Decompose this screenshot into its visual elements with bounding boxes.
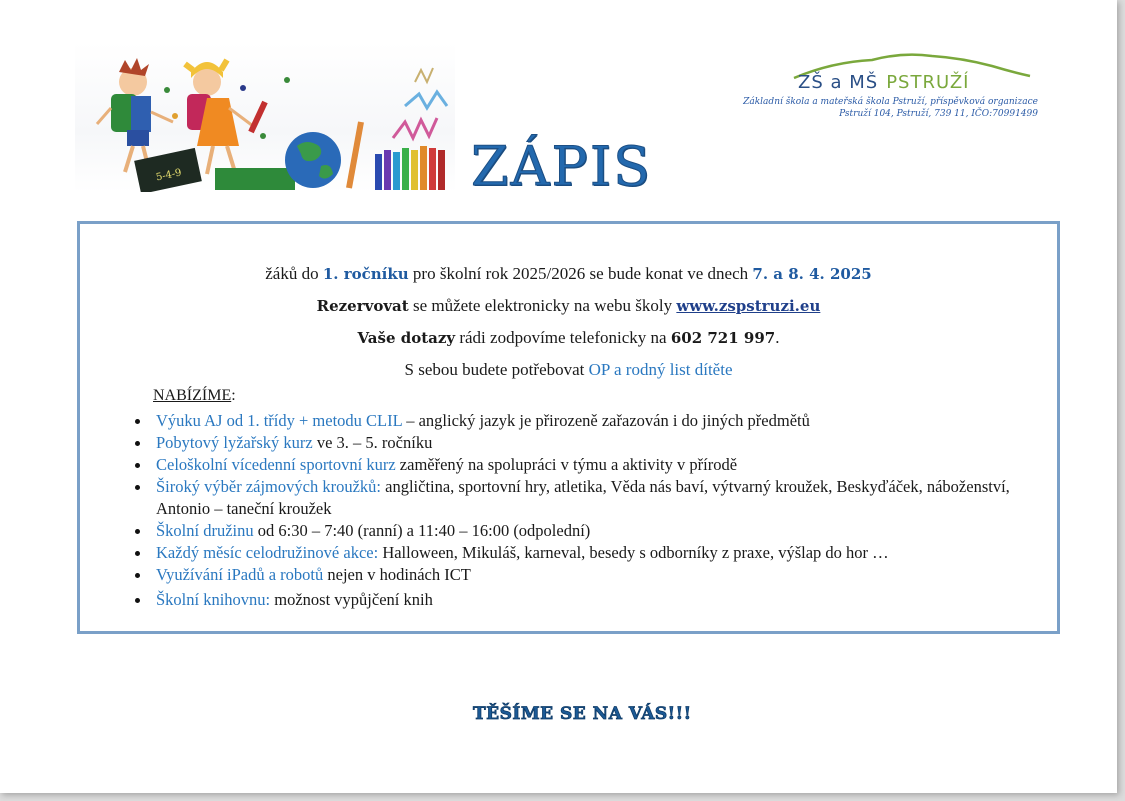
page-title: ZÁPIS — [471, 135, 653, 198]
documents-line: S sebou budete potřebovat OP a rodný list dítěte — [404, 360, 733, 379]
closing-message: TĚŠÍME SE NA VÁS!!! — [473, 704, 692, 724]
offers-list — [132, 410, 1052, 611]
school-logo — [743, 48, 1042, 126]
list-item: Školní družinu od 6:30 – 7:40 (ranní) a 11:40 – 16:00 (odpolední) — [132, 520, 1052, 542]
list-item: Celoškolní vícedenní sportovní kurz zaměřený na spolupráci v týmu a aktivity v přírodě — [132, 454, 1052, 476]
contact-line: Vaše dotazy rádi zodpovíme telefonicky na 602 721 997. — [357, 328, 780, 347]
reservation-line: Rezervovat se můžete elektronicky na webu školy www.zspstruzi.eu — [316, 296, 821, 315]
list-item: Školní knihovnu: možnost vypůjčení knih — [132, 589, 1052, 611]
list-item: Každý měsíc celodružinové akce: Halloween, Mikuláš, karneval, besedy s odborníky z praxe, výšlap do hor … — [132, 542, 1052, 564]
list-item: Široký výběr zájmových kroužků: angličtina, sportovní hry, atletika, Věda nás baví, výtvarný kroužek, Beskyďáček, náboženství, Antonio – taneční kroužek — [132, 476, 1052, 520]
list-item: Využívání iPadů a robotů nejen v hodinách ICT — [132, 564, 1052, 586]
list-item: Pobytový lyžařský kurz ve 3. – 5. ročníku — [132, 432, 1052, 454]
school-children-illustration — [75, 42, 455, 192]
school-website-link[interactable]: www.zspstruzi.eu — [676, 297, 821, 315]
svg-text:5-4-9: 5-4-9 — [155, 167, 183, 184]
school-address: Základní škola a mateřská škola Pstruží, příspěvková organizace Pstruží 104, Pstruží, 739 11, IČO:70991499 — [743, 97, 1038, 119]
list-item: Výuku AJ od 1. třídy + metodu CLIL – anglický jazyk je přirozeně zařazován i do jiných předmětů — [132, 410, 1052, 432]
offers-heading: NABÍZÍME: — [153, 387, 236, 404]
school-name: ZŠ a MŠ PSTRUŽÍ — [798, 72, 970, 93]
enrollment-date-line: žáků do 1. ročníku pro školní rok 2025/2026 se bude konat ve dnech 7. a 8. 4. 2025 — [265, 264, 872, 283]
info-box — [77, 221, 1060, 634]
phone-number: 602 721 997 — [670, 329, 776, 347]
